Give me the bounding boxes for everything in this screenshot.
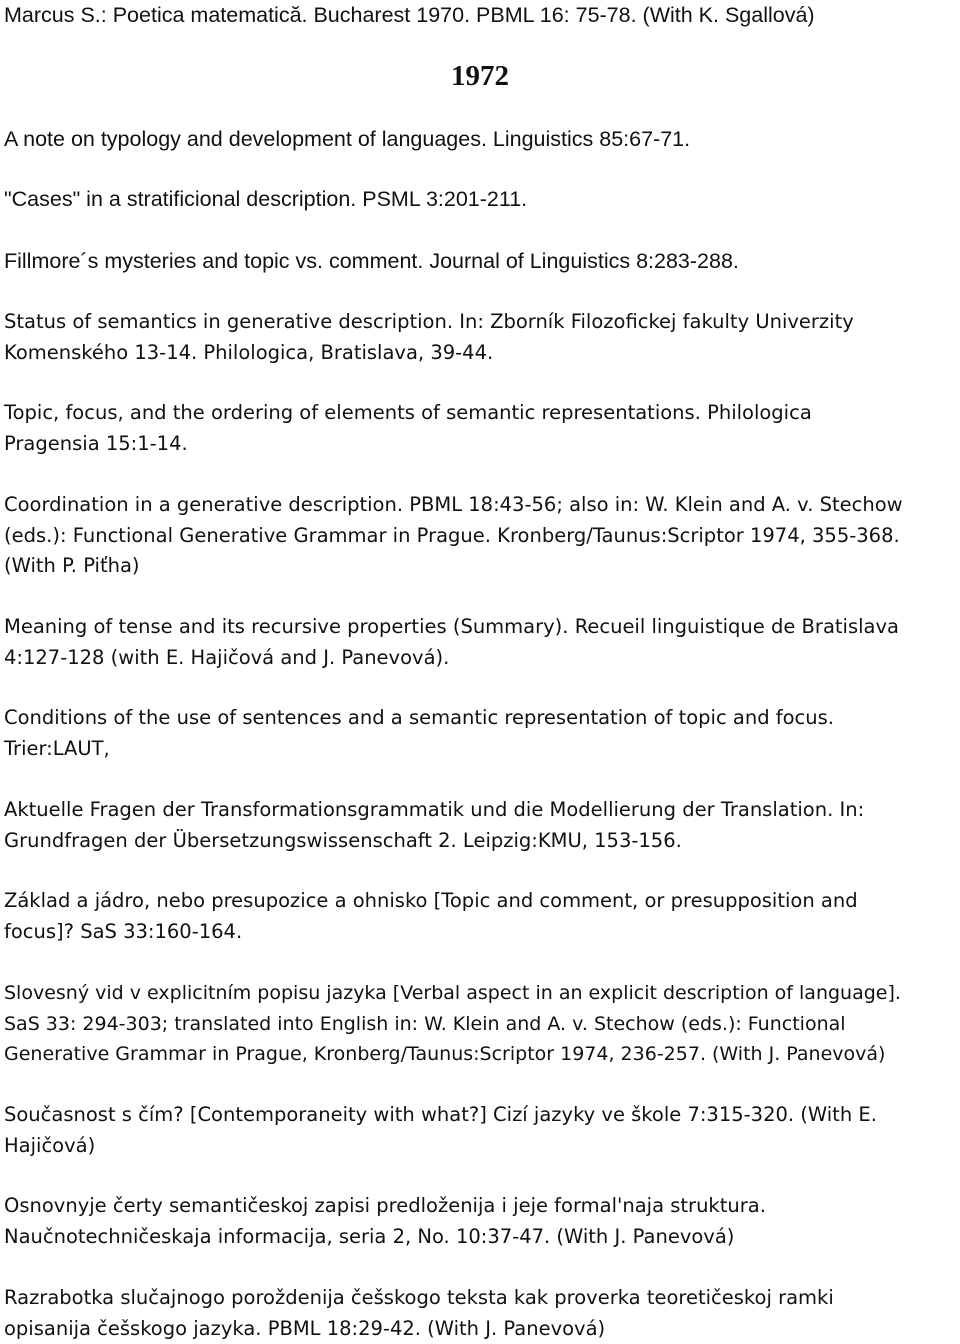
entry-line: A note on typology and development of languages. Linguistics 85:67-71. — [4, 124, 956, 154]
entry-line: Topic, focus, and the ordering of elements of semantic representations. Philologica — [4, 398, 956, 429]
entry-line: Trier:LAUT, — [4, 734, 956, 765]
year-heading: 1972 — [0, 58, 960, 94]
entry-line: Razrabotka slučajnogo poroždenija češskogo teksta kak proverka teoretičeskoj ramki — [4, 1283, 956, 1314]
entry-line: (eds.): Functional Generative Grammar in Prague. Kronberg/Taunus:Scriptor 1974, 355-368. — [4, 521, 956, 552]
entry-line: Naučnotechničeskaja informacija, seria 2, No. 10:37-47. (With J. Panevová) — [4, 1222, 956, 1253]
entry-line: "Cases" in a stratificional description. PSML 3:201-211. — [4, 184, 956, 214]
entry-line: Conditions of the use of sentences and a semantic representation of topic and focus. — [4, 703, 956, 734]
bibliography-entry — [4, 184, 956, 214]
entry-line: Hajičová) — [4, 1131, 956, 1162]
entry-line: Osnovnyje čerty semantičeskoj zapisi predloženija i jeje formal'naja struktura. — [4, 1191, 956, 1222]
bibliography-entry — [4, 1191, 956, 1252]
entry-line: Meaning of tense and its recursive properties (Summary). Recueil linguistique de Bratislava — [4, 612, 956, 643]
bibliography-entry — [4, 307, 956, 368]
entry-line: Současnost s čím? [Contemporaneity with what?] Cizí jazyky ve škole 7:315-320. (With E. — [4, 1100, 956, 1131]
bibliography-entry-1970-marcus — [4, 0, 956, 30]
bibliography-entry — [4, 124, 956, 154]
entry-line: Aktuelle Fragen der Transformationsgrammatik und die Modellierung der Translation. In: — [4, 795, 956, 826]
entry-line: focus]? SaS 33:160-164. — [4, 917, 956, 948]
bibliography-entry — [4, 612, 956, 673]
entry-line: Coordination in a generative description. PBML 18:43-56; also in: W. Klein and A. v. Stechow — [4, 490, 956, 521]
bibliography-entry — [4, 978, 956, 1070]
entry-line: Slovesný vid v explicitním popisu jazyka [Verbal aspect in an explicit description of language]. — [4, 978, 956, 1009]
entry-line: (With P. Piťha) — [4, 551, 956, 582]
entry-line: 4:127-128 (with E. Hajičová and J. Panevová). — [4, 643, 956, 674]
entry-line: Generative Grammar in Prague, Kronberg/Taunus:Scriptor 1974, 236-257. (With J. Panevová) — [4, 1039, 956, 1070]
bibliography-entry — [4, 886, 956, 947]
bibliography-entry — [4, 1100, 956, 1161]
bibliography-entry — [4, 1283, 956, 1344]
entry-line: Status of semantics in generative description. In: Zborník Filozofickej fakulty Univerzity — [4, 307, 956, 338]
entry-line: opisanija češskogo jazyka. PBML 18:29-42. (With J. Panevová) — [4, 1314, 956, 1344]
bibliography-entry — [4, 398, 956, 459]
entry-line: SaS 33: 294-303; translated into English in: W. Klein and A. v. Stechow (eds.): Functional — [4, 1009, 956, 1040]
bibliography-entry — [4, 246, 956, 276]
bibliography-entry — [4, 795, 956, 856]
entry-line: Základ a jádro, nebo presupozice a ohnisko [Topic and comment, or presupposition and — [4, 886, 956, 917]
entry-line: Fillmore´s mysteries and topic vs. comment. Journal of Linguistics 8:283-288. — [4, 246, 956, 276]
entry-line: Pragensia 15:1-14. — [4, 429, 956, 460]
entry-line: Komenského 13-14. Philologica, Bratislava, 39-44. — [4, 338, 956, 369]
entry-line: Grundfragen der Übersetzungswissenschaft 2. Leipzig:KMU, 153-156. — [4, 826, 956, 857]
entry-line: Marcus S.: Poetica matematică. Bucharest 1970. PBML 16: 75-78. (With K. Sgallová) — [4, 0, 956, 30]
bibliography-entry — [4, 490, 956, 582]
bibliography-entry — [4, 703, 956, 764]
